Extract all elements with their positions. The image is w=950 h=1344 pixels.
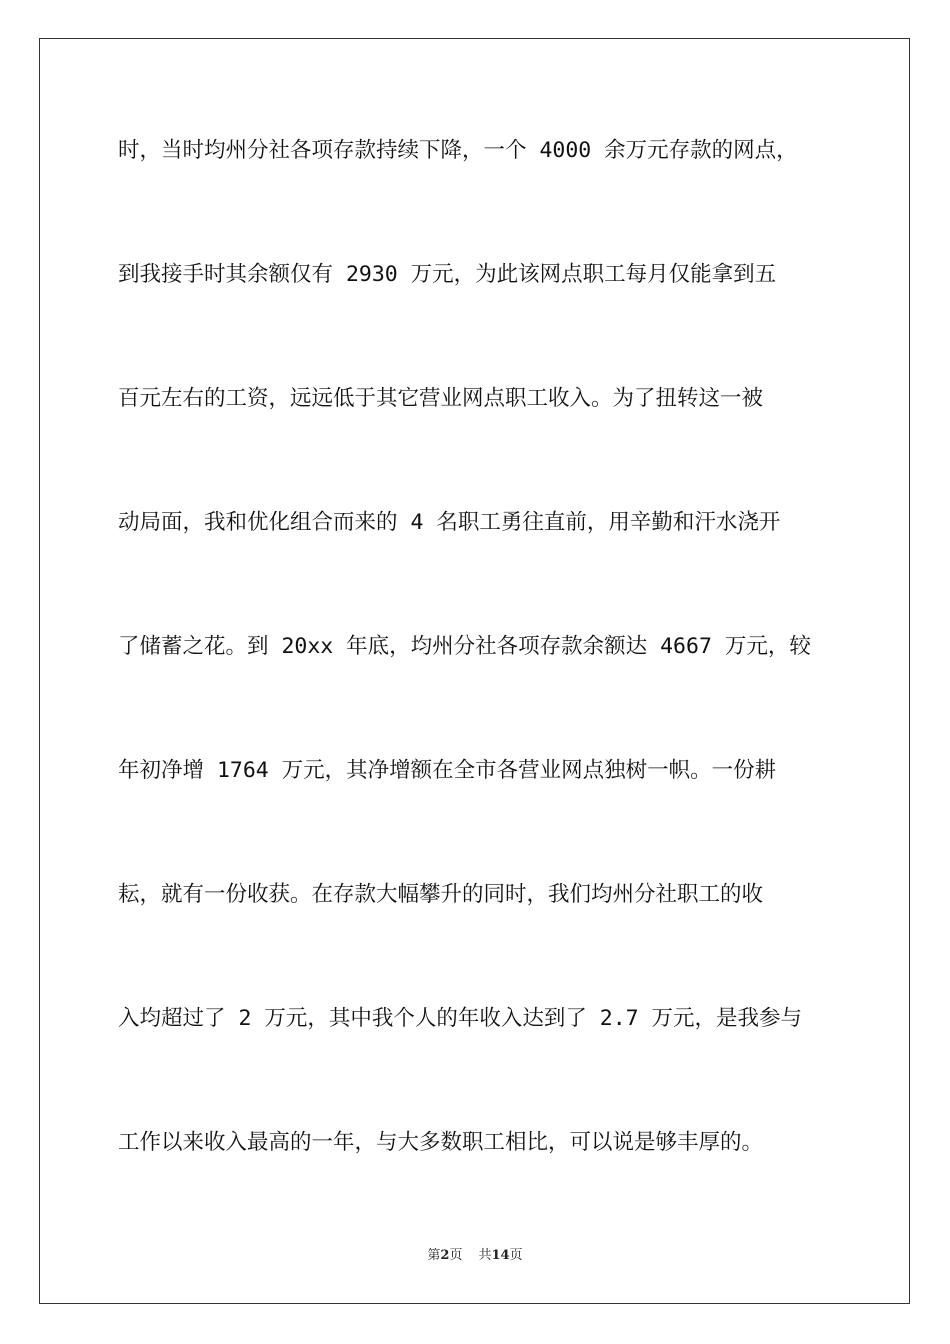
body-line-7: 耘，就有一份收获。在存款大幅攀升的同时，我们均州分社职工的收	[118, 882, 764, 907]
body-line-2: 到我接手时其余额仅有 2930 万元，为此该网点职工每月仅能拿到五	[118, 262, 777, 287]
body-line-1: 时，当时均州分社各项存款持续下降，一个 4000 余万元存款的网点，	[118, 138, 798, 163]
body-line-3: 百元左右的工资，远远低于其它营业网点职工收入。为了扭转这一被	[118, 386, 764, 411]
body-line-6: 年初净增 1764 万元，其净增额在全市各营业网点独树一帜。一份耕	[118, 758, 777, 783]
page-number: 2	[440, 1248, 450, 1263]
page-footer	[0, 1244, 950, 1263]
total-pages-prefix: 共	[478, 1248, 492, 1263]
body-line-5: 了储蓄之花。到 20xx 年底，均州分社各项存款余额达 4667 万元，较	[118, 634, 811, 659]
page-number-suffix: 页	[449, 1248, 463, 1263]
document-body	[118, 120, 838, 1236]
page-number-prefix: 第	[427, 1248, 441, 1263]
body-line-4: 动局面，我和优化组合而来的 4 名职工勇往直前，用辛勤和汗水浇开	[118, 510, 781, 535]
body-line-9: 工作以来收入最高的一年，与大多数职工相比，可以说是够丰厚的。	[118, 1130, 764, 1155]
total-pages-suffix: 页	[509, 1248, 523, 1263]
body-line-8: 入均超过了 2 万元，其中我个人的年收入达到了 2.7 万元，是我参与	[118, 1006, 803, 1031]
total-pages: 14	[491, 1248, 510, 1263]
